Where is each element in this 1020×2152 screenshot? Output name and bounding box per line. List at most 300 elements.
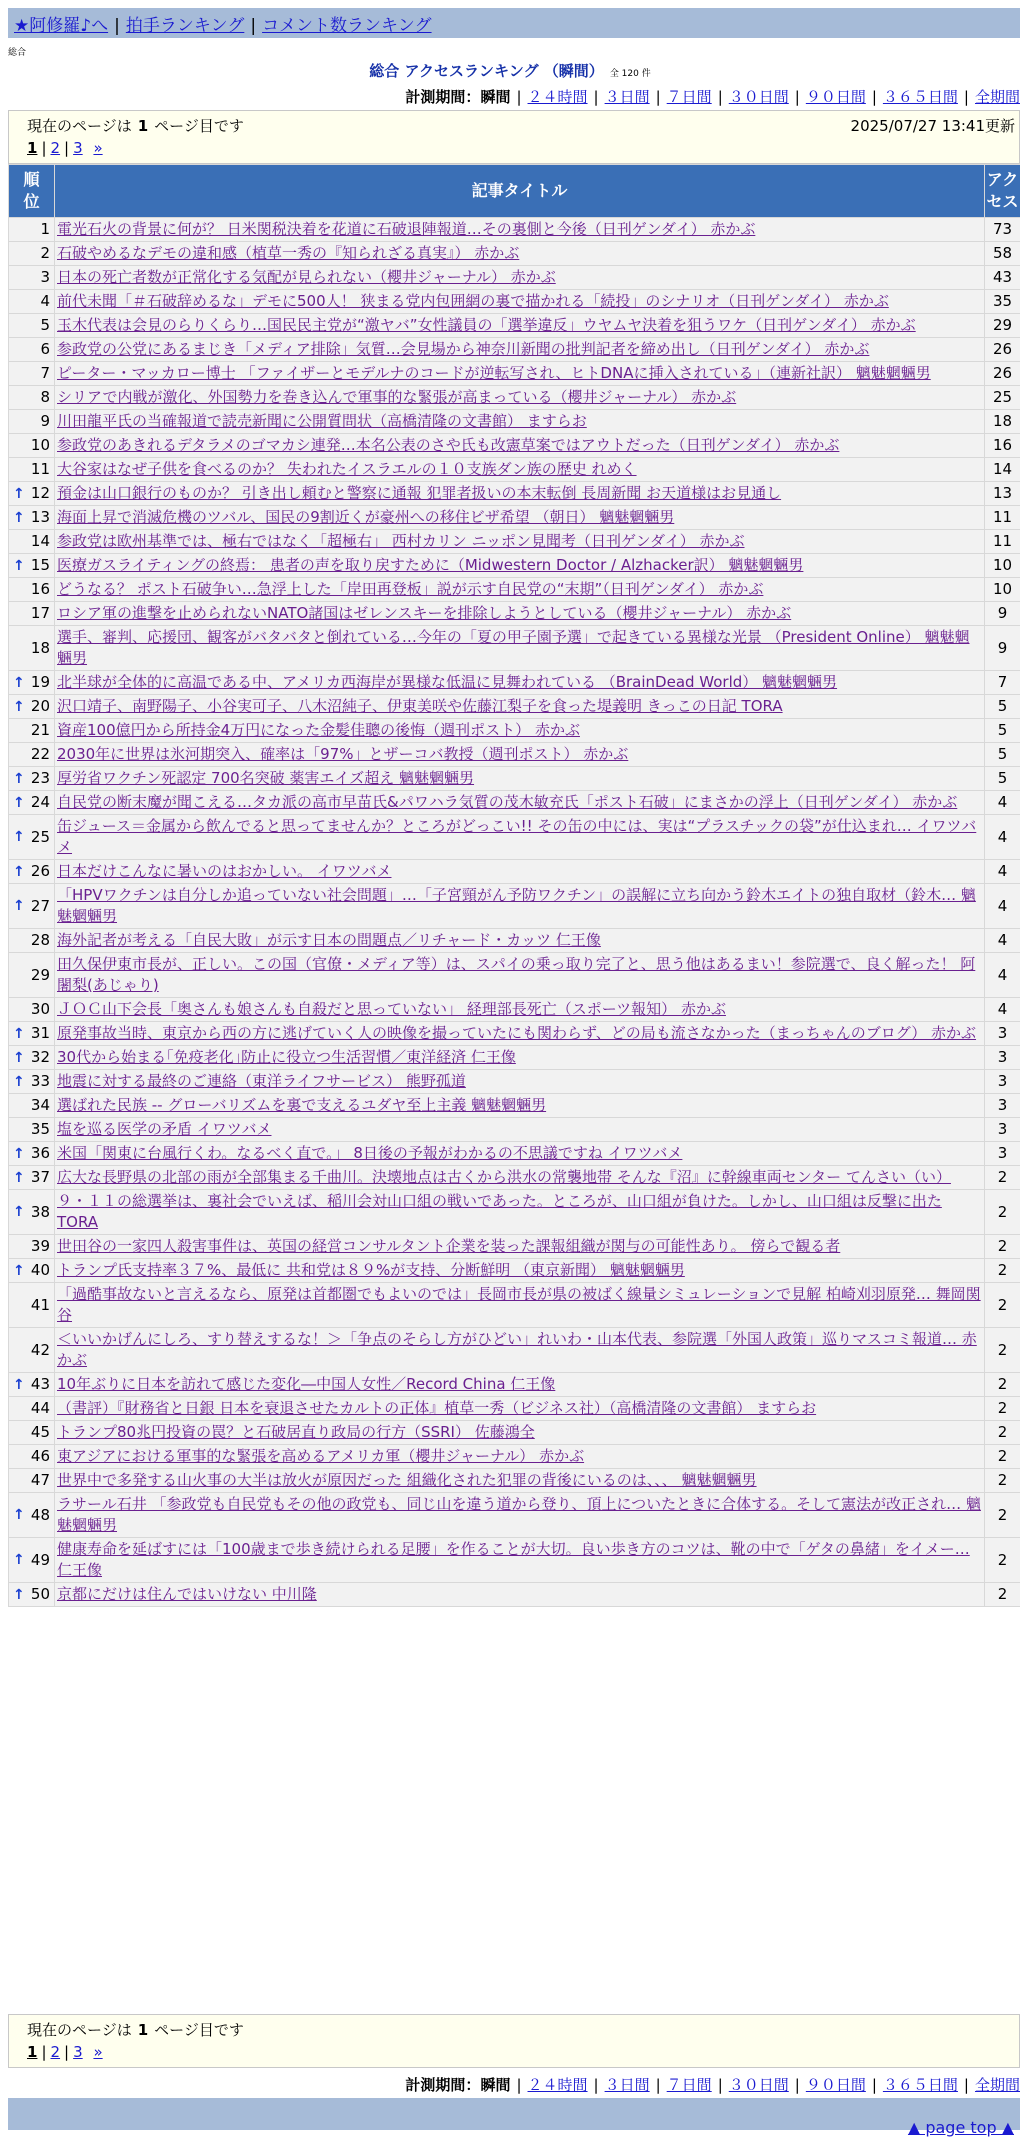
article-link[interactable]: どうなる？ ポスト石破争い…急浮上した「岸田再登板」説が示す自民党の“末期”（日刊ゲンダイ） 赤かぶ — [57, 580, 764, 598]
rank-cell — [9, 1397, 55, 1421]
rank-number: 27 — [30, 896, 50, 915]
table-row — [9, 602, 1020, 626]
article-link[interactable]: 「過酷事故ないと言えるなら、原発は首都圏でもよいのでは」長岡市長が県の被ばく線量シミュレーションで見解 柏崎刈羽原発… 舞岡関谷 — [57, 1285, 981, 1324]
separator: | — [655, 88, 661, 106]
rank-cell — [9, 242, 55, 266]
rank-up-arrow-icon: ↑ — [13, 1376, 25, 1393]
article-link[interactable]: （書評）『財務省と日銀 日本を衰退させたカルトの正体』植草一秀（ビジネス社）（高橋清隆の文書館） ますらお — [57, 1399, 817, 1417]
title-cell — [55, 1166, 985, 1190]
rank-cell — [9, 1328, 55, 1373]
access-count-cell: 2 — [985, 1166, 1020, 1190]
access-count-cell: 2 — [985, 1283, 1020, 1328]
title-cell — [55, 1469, 985, 1493]
article-link[interactable]: 医療ガスライティングの終焉： 患者の声を取り戻すために（Midwestern Doctor / Alzhacker訳） 魑魅魍魎男 — [57, 556, 804, 574]
table-row — [9, 743, 1020, 767]
article-link[interactable]: トランプ氏支持率３７%、最低に 共和党は８９%が支持、分断鮮明 （東京新聞） 魑魅魍魎男 — [57, 1261, 685, 1279]
article-link[interactable]: 2030年に世界は氷河期突入、確率は「97%」とザーコバ教授（週刊ポスト） 赤かぶ — [57, 745, 629, 763]
period-option-link[interactable]: ３６５日間 — [882, 2076, 958, 2094]
access-count-cell: 4 — [985, 815, 1020, 860]
table-row — [9, 1166, 1020, 1190]
rank-cell — [9, 266, 55, 290]
table-row — [9, 860, 1020, 884]
title-cell — [55, 1190, 985, 1235]
article-link[interactable]: 玉木代表は会見のらりくらり…国民民主党が“激ヤバ”女性議員の「選挙違反」ウヤムヤ決着を狙うワケ（日刊ゲンダイ） 赤かぶ — [57, 316, 916, 334]
access-count-cell: 2 — [985, 1328, 1020, 1373]
current-page-number: 1 — [137, 2021, 149, 2039]
rank-number: 29 — [30, 965, 50, 984]
access-count-cell: 29 — [985, 314, 1020, 338]
rank-number: 40 — [30, 1261, 50, 1279]
article-link[interactable]: 参政党のあきれるデタラメのゴマカシ連発…本名公表のさや氏も改憲草案ではアウトだった（日刊ゲンダイ） 赤かぶ — [57, 436, 840, 454]
table-row — [9, 482, 1020, 506]
title-cell — [55, 266, 985, 290]
title-cell — [55, 953, 985, 998]
access-count-cell: 35 — [985, 290, 1020, 314]
article-link[interactable]: 広大な長野県の北部の雨が全部集まる千曲川。決壊地点は古くから洪水の常襲地帯 そんな『沼』に幹線車両センター てんさい（い） — [57, 1168, 951, 1186]
rank-number: 1 — [40, 220, 50, 238]
title-cell — [55, 626, 985, 671]
table-row — [9, 338, 1020, 362]
article-link[interactable]: ロシア軍の進撃を止められないNATO諸国はゼレンスキーを排除しようとしている（櫻井ジャーナル） 赤かぶ — [57, 604, 792, 622]
access-count-cell: 5 — [985, 695, 1020, 719]
period-current: 瞬間 — [480, 88, 511, 106]
article-link[interactable]: 川田龍平氏の当確報道で読売新聞に公開質問状（高橋清隆の文書館） ますらお — [57, 412, 587, 430]
title-cell — [55, 998, 985, 1022]
page-link[interactable]: 3 — [73, 2043, 83, 2061]
access-count-cell: 4 — [985, 998, 1020, 1022]
period-option-link[interactable]: 全期間 — [974, 88, 1020, 106]
table-row — [9, 434, 1020, 458]
rank-up-arrow-icon: ↑ — [13, 485, 25, 502]
access-count-cell: 25 — [985, 386, 1020, 410]
table-row — [9, 1469, 1020, 1493]
separator: | — [593, 88, 599, 106]
separator: | — [794, 88, 800, 106]
rank-cell — [9, 1166, 55, 1190]
article-link[interactable]: 原発事故当時、東京から西の方に逃げていく人の映像を撮っていたにも関わらず、どの局も流さなかった（まっちゃんのブログ） 赤かぶ — [57, 1024, 977, 1042]
article-link[interactable]: 地震に対する最終のご連絡（東洋ライフサービス） 熊野孤道 — [57, 1072, 466, 1090]
article-link[interactable]: 世界中で多発する山火事の大半は放火が原因だった 組織化された犯罪の背後にいるのは、、、 魑魅魍魎男 — [57, 1471, 757, 1489]
period-label: 計測期間： — [405, 88, 481, 106]
article-link[interactable]: 預金は山口銀行のものか？ 引き出し頼むと警察に通報 犯罪者扱いの本末転倒 長周新聞 お天道様はお見通し — [57, 484, 782, 502]
article-link[interactable]: シリアで内戦が激化、外国勢力を巻き込んで軍事的な緊張が高まっている（櫻井ジャーナル） 赤かぶ — [57, 388, 737, 406]
ranking-title: 総合 アクセスランキング （瞬間） — [369, 62, 604, 80]
period-option-link[interactable]: ３日間 — [604, 2076, 650, 2094]
rank-number: 20 — [30, 697, 50, 715]
rank-up-arrow-icon: ↑ — [13, 1262, 25, 1279]
article-link[interactable]: 缶ジュース＝金属から飲んでると思ってませんか？ところがどっこい!! その缶の中には、実は“プラスチックの袋”が仕込まれ… イワツバメ — [57, 817, 977, 856]
title-cell — [55, 1046, 985, 1070]
page-link-current[interactable]: 1 — [27, 139, 38, 157]
rank-cell — [9, 602, 55, 626]
article-link[interactable]: 日本の死亡者数が正常化する気配が見られない（櫻井ジャーナル） 赤かぶ — [57, 268, 556, 286]
rank-cell — [9, 1283, 55, 1328]
rank-cell — [9, 1190, 55, 1235]
separator: | — [114, 16, 120, 36]
title-cell — [55, 860, 985, 884]
rank-number: 10 — [30, 436, 50, 454]
separator: | — [871, 88, 877, 106]
rank-cell — [9, 671, 55, 695]
table-row — [9, 1397, 1020, 1421]
separator: | — [871, 2076, 877, 2094]
access-count-cell: 13 — [985, 482, 1020, 506]
rank-cell — [9, 1094, 55, 1118]
period-option-link[interactable]: ９０日間 — [805, 2076, 866, 2094]
separator: | — [717, 2076, 723, 2094]
rank-cell — [9, 410, 55, 434]
article-link[interactable]: ピーター・マッカロー博士 「ファイザーとモデルナのコードが逆転写され、ヒトDNAに挿入されている」（連新社訳） 魑魅魍魎男 — [57, 364, 931, 382]
rank-number: 37 — [30, 1168, 50, 1186]
rank-up-arrow-icon: ↑ — [13, 898, 25, 914]
access-count-cell: 10 — [985, 554, 1020, 578]
rank-cell — [9, 386, 55, 410]
article-link[interactable]: 「HPVワクチンは自分しか追っていない社会問題」…「子宮頸がん予防ワクチン」の誤解に立ち向かう鈴木エイトの独自取材（鈴木… 魑魅魍魎男 — [57, 886, 976, 925]
title-cell — [55, 1259, 985, 1283]
access-count-cell: 5 — [985, 719, 1020, 743]
access-count-cell: 4 — [985, 791, 1020, 815]
rank-cell — [9, 530, 55, 554]
title-cell — [55, 1118, 985, 1142]
rank-number: 49 — [30, 1550, 50, 1569]
rank-number: 45 — [30, 1423, 50, 1441]
article-link[interactable]: 選ばれた民族 -- グローバリズムを裏で支えるユダヤ至上主義 魑魅魍魎男 — [57, 1096, 547, 1114]
title-cell — [55, 1094, 985, 1118]
rank-cell — [9, 626, 55, 671]
rank-number: 43 — [30, 1375, 50, 1393]
current-page-number: 1 — [137, 117, 149, 135]
article-link[interactable]: 米国「関東に台風行くわ。なるべく直で。」 8日後の予報がわかるの不思議ですね イワツバメ — [57, 1144, 683, 1162]
rank-number: 21 — [30, 721, 50, 739]
rank-number: 13 — [30, 508, 50, 526]
rank-cell — [9, 458, 55, 482]
page-link-current[interactable]: 1 — [27, 2043, 38, 2061]
table-row — [9, 578, 1020, 602]
access-count-cell: 26 — [985, 362, 1020, 386]
table-row — [9, 506, 1020, 530]
table-row — [9, 1046, 1020, 1070]
access-count-cell: 9 — [985, 626, 1020, 671]
top-link-applause-ranking[interactable]: 拍手ランキング — [125, 16, 245, 36]
rank-up-arrow-icon: ↑ — [13, 674, 25, 691]
separator: | — [655, 2076, 661, 2094]
page-link[interactable]: 3 — [73, 139, 83, 157]
rank-number: 46 — [30, 1447, 50, 1465]
article-link[interactable]: 田久保伊東市長が、正しい。この国（官僚・メディア等）は、スパイの乗っ取り完了と、思う他はあるまい！参院選で、良く解った！ 阿闍梨(あじゃり) — [57, 955, 976, 994]
article-link[interactable]: ＪＯＣ山下会長「奥さんも娘さんも自殺だと思っていない」 経理部長死亡（スポーツ報知） 赤かぶ — [57, 1000, 726, 1018]
rank-up-arrow-icon: ↑ — [13, 770, 25, 787]
title-cell — [55, 554, 985, 578]
ranking-title-block — [0, 60, 1020, 81]
title-cell — [55, 338, 985, 362]
rank-number: 31 — [30, 1024, 50, 1042]
rank-cell — [9, 1046, 55, 1070]
period-option-link[interactable]: ９０日間 — [805, 88, 866, 106]
period-option-link[interactable]: ３日間 — [604, 88, 650, 106]
total-count: 全 120 件 — [609, 69, 651, 79]
current-page-text — [27, 2019, 244, 2040]
table-row — [9, 458, 1020, 482]
title-cell — [55, 1070, 985, 1094]
article-link[interactable]: 東アジアにおける軍事的な緊張を高めるアメリカ軍（櫻井ジャーナル） 赤かぶ — [57, 1447, 585, 1465]
header-rank: 順位 — [9, 165, 55, 218]
period-option-link[interactable]: ３０日間 — [728, 88, 789, 106]
updated-timestamp: 2025/07/27 13:41更新 — [850, 117, 1015, 135]
article-link[interactable]: 大谷家はなぜ子供を食べるのか？ 失われたイスラエルの１０支族ダン族の歴史 れめく — [57, 460, 637, 478]
access-count-cell: 16 — [985, 434, 1020, 458]
rank-number: 33 — [30, 1072, 50, 1090]
next-page-link[interactable]: » — [93, 139, 103, 157]
title-cell — [55, 1493, 985, 1538]
article-link[interactable]: 厚労省ワクチン死認定 700名突破 薬害エイズ超え 魑魅魍魎男 — [57, 769, 475, 787]
period-option-link[interactable]: ２４時間 — [527, 2076, 588, 2094]
title-cell — [55, 1538, 985, 1583]
rank-number: 38 — [30, 1202, 50, 1221]
rank-up-arrow-icon: ↑ — [13, 1507, 25, 1523]
rank-up-arrow-icon: ↑ — [13, 1025, 25, 1042]
period-option-link[interactable]: ７日間 — [666, 88, 712, 106]
access-count-cell: 2 — [985, 1445, 1020, 1469]
article-link[interactable]: 塩を巡る医学の矛盾 イワツバメ — [57, 1120, 272, 1138]
article-link[interactable]: ラサール石井 「参政党も自民党もその他の政党も、同じ山を違う道から登り、頂上についたときに合体する。そして憲法が改正され… 魑魅魍魎男 — [57, 1495, 981, 1534]
access-count-cell: 14 — [985, 458, 1020, 482]
rank-up-arrow-icon: ↑ — [13, 698, 25, 715]
rank-cell — [9, 434, 55, 458]
table-row — [9, 1328, 1020, 1373]
article-link[interactable]: 自民党の断末魔が聞こえる…タカ派の高市早苗氏&パワハラ気質の茂木敏充氏「ポスト石破」にまさかの浮上（日刊ゲンダイ） 赤かぶ — [57, 793, 958, 811]
footer-bar — [8, 2098, 1020, 2130]
table-row — [9, 1373, 1020, 1397]
rank-number: 47 — [30, 1471, 50, 1489]
table-row — [9, 626, 1020, 671]
rank-cell — [9, 314, 55, 338]
title-cell — [55, 1373, 985, 1397]
table-row — [9, 1142, 1020, 1166]
period-option-link[interactable]: ２４時間 — [527, 88, 588, 106]
rank-cell — [9, 1493, 55, 1538]
period-selector-bottom — [0, 2074, 1020, 2095]
article-link[interactable]: ９・１１の総選挙は、裏社会でいえば、稲川会対山口組の戦いであった。ところが、山口組が負けた。しかし、山口組は反撃に出た TORA — [57, 1192, 942, 1231]
access-count-cell: 26 — [985, 338, 1020, 362]
access-count-cell: 3 — [985, 1142, 1020, 1166]
rank-number: 35 — [30, 1120, 50, 1138]
title-cell — [55, 1022, 985, 1046]
period-option-link[interactable]: 全期間 — [974, 2076, 1020, 2094]
table-row — [9, 671, 1020, 695]
access-count-cell: 3 — [985, 1094, 1020, 1118]
rank-number: 17 — [30, 604, 50, 622]
table-row — [9, 530, 1020, 554]
title-cell — [55, 578, 985, 602]
table-row — [9, 695, 1020, 719]
rank-up-arrow-icon: ↑ — [13, 1586, 25, 1603]
header-access: アクセス — [985, 165, 1020, 218]
top-link-comment-ranking[interactable]: コメント数ランキング — [262, 16, 432, 36]
category-label: 総合 — [8, 48, 27, 58]
rank-up-arrow-icon: ↑ — [13, 557, 25, 574]
access-count-cell: 9 — [985, 602, 1020, 626]
access-count-cell: 3 — [985, 1070, 1020, 1094]
rank-cell — [9, 1235, 55, 1259]
separator: | — [64, 139, 70, 157]
rank-number: 15 — [30, 556, 50, 574]
access-count-cell: 2 — [985, 1583, 1020, 1607]
table-row — [9, 410, 1020, 434]
article-link[interactable]: 北半球が全体的に高温である中、アメリカ西海岸が異様な低温に見舞われている （BrainDead World） 魑魅魍魎男 — [57, 673, 838, 691]
title-cell — [55, 1397, 985, 1421]
rank-number: 48 — [30, 1505, 50, 1524]
period-option-link[interactable]: ７日間 — [666, 2076, 712, 2094]
table-row — [9, 1493, 1020, 1538]
paging-box-bottom — [8, 2014, 1020, 2068]
title-cell — [55, 743, 985, 767]
article-link[interactable]: 日本だけこんなに暑いのはおかしい。 イワツバメ — [57, 862, 392, 880]
rank-number: 18 — [30, 638, 50, 657]
rank-number: 7 — [40, 364, 50, 382]
title-cell — [55, 362, 985, 386]
rank-number: 34 — [30, 1096, 50, 1114]
access-count-cell: 43 — [985, 266, 1020, 290]
article-link[interactable]: 30代から始まる｢免疫老化｣防止に役立つ生活習慣／東洋経済 仁王像 — [57, 1048, 516, 1066]
separator: | — [64, 2043, 70, 2061]
current-page-text — [27, 115, 244, 136]
next-page-link[interactable]: » — [93, 2043, 103, 2061]
title-cell — [55, 1235, 985, 1259]
table-row — [9, 362, 1020, 386]
rank-cell — [9, 482, 55, 506]
title-cell — [55, 1421, 985, 1445]
rank-number: 23 — [30, 769, 50, 787]
table-row — [9, 884, 1020, 929]
title-cell — [55, 434, 985, 458]
rank-number: 3 — [40, 268, 50, 286]
paging-box-top — [8, 110, 1020, 164]
separator: | — [794, 2076, 800, 2094]
separator: | — [250, 16, 257, 36]
title-cell — [55, 1445, 985, 1469]
rank-cell — [9, 338, 55, 362]
pagination — [27, 139, 103, 157]
period-option-link[interactable]: ３６５日間 — [882, 88, 958, 106]
rank-cell — [9, 998, 55, 1022]
title-cell — [55, 884, 985, 929]
article-link[interactable]: 京都にだけは住んではいけない 中川隆 — [57, 1585, 317, 1603]
rank-number: 39 — [30, 1237, 50, 1255]
rank-number: 11 — [30, 460, 50, 478]
access-count-cell: 7 — [985, 671, 1020, 695]
access-count-cell: 4 — [985, 884, 1020, 929]
table-row — [9, 929, 1020, 953]
article-link[interactable]: 石破やめるなデモの違和感（植草一秀の『知られざる真実』） 赤かぶ — [57, 244, 520, 262]
access-count-cell: 4 — [985, 953, 1020, 998]
access-count-cell: 58 — [985, 242, 1020, 266]
table-row — [9, 386, 1020, 410]
ranking-table — [8, 164, 1020, 1607]
current-page-prefix: 現在のページは — [27, 117, 132, 135]
current-page-suffix: ページ目です — [154, 117, 244, 135]
article-link[interactable]: 前代未聞「＃石破辞めるな」デモに500人！ 狭まる党内包囲網の裏で描かれる「続投」のシナリオ（日刊ゲンダイ） 赤かぶ — [57, 292, 889, 310]
article-link[interactable]: 選手、審判、応援団、観客がバタバタと倒れている…今年の「夏の甲子園予選」で起きている異様な光景 （President Online） 魑魅魍魎男 — [57, 628, 970, 667]
rank-cell — [9, 554, 55, 578]
period-option-link[interactable]: ３０日間 — [728, 2076, 789, 2094]
page-link[interactable]: 2 — [50, 2043, 61, 2061]
article-link[interactable]: 沢口靖子、南野陽子、小谷実可子、八木沼純子、伊東美咲や佐藤江梨子を食った堤義明 きっこの日記 TORA — [57, 697, 783, 715]
page-top-link[interactable]: ▲ page top ▲ — [907, 2118, 1014, 2137]
rank-cell — [9, 218, 55, 242]
rank-number: 32 — [30, 1048, 50, 1066]
article-link[interactable]: 健康寿命を延ばすには「100歳まで歩き続けられる足腰」を作ることが大切。良い歩き方のコツは、靴の中で「ゲタの鼻緒」をイメー… 仁王像 — [57, 1540, 970, 1579]
period-label: 計測期間： — [405, 2076, 481, 2094]
access-count-cell: 4 — [985, 860, 1020, 884]
ranking-table-body — [9, 218, 1020, 1607]
title-cell — [55, 671, 985, 695]
table-row — [9, 815, 1020, 860]
access-count-cell: 3 — [985, 1046, 1020, 1070]
title-cell — [55, 386, 985, 410]
header-title: 記事タイトル — [55, 165, 985, 218]
article-link[interactable]: 10年ぶりに日本を訪れて感じた変化―中国人女性／Record China 仁王像 — [57, 1375, 556, 1393]
rank-number: 5 — [40, 316, 50, 334]
article-link[interactable]: 参政党は欧州基準では、極右ではなく「超極右」 西村カリン ニッポン見聞考（日刊ゲンダイ） 赤かぶ — [57, 532, 745, 550]
table-row — [9, 1583, 1020, 1607]
title-cell — [55, 791, 985, 815]
rank-cell — [9, 1469, 55, 1493]
access-count-cell: 11 — [985, 506, 1020, 530]
article-link[interactable]: 世田谷の一家四人殺害事件は、英国の経営コンサルタント企業を装った課報組織が関与の可能性あり。 傍らで観る者 — [57, 1237, 841, 1255]
article-link[interactable]: ＜いいかげんにしろ、すり替えするな！＞「争点のそらし方がひどい」れいわ・山本代表、参院選「外国人政策」巡りマスコミ報道… 赤かぶ — [57, 1330, 977, 1369]
access-count-cell: 3 — [985, 1118, 1020, 1142]
rank-number: 14 — [30, 532, 50, 550]
title-cell — [55, 695, 985, 719]
article-link[interactable]: 参政党の公党にあるまじき「メディア排除」気質…会見場から神奈川新聞の批判記者を締め出し（日刊ゲンダイ） 赤かぶ — [57, 340, 870, 358]
access-count-cell: 2 — [985, 1190, 1020, 1235]
rank-up-arrow-icon: ↑ — [13, 1169, 25, 1186]
article-link[interactable]: 電光石火の背景に何が？ 日米関税決着を花道に石破退陣報道…その裏側と今後（日刊ゲンダイ） 赤かぶ — [57, 220, 756, 238]
article-link[interactable]: 資産100億円から所持金4万円になった金髪佳聰の後悔（週刊ポスト） 赤かぶ — [57, 721, 580, 739]
top-nav-bar — [8, 8, 1020, 38]
separator: | — [516, 2076, 522, 2094]
period-selector-top — [0, 86, 1020, 107]
title-cell — [55, 314, 985, 338]
rank-number: 25 — [30, 827, 50, 846]
rank-number: 26 — [30, 862, 50, 880]
article-link[interactable]: 海外記者が考える「自民大敗」が示す日本の問題点／リチャード・カッツ 仁王像 — [57, 931, 601, 949]
top-link-asyura[interactable]: ★阿修羅♪へ — [14, 16, 109, 36]
access-count-cell: 2 — [985, 1235, 1020, 1259]
access-count-cell: 4 — [985, 929, 1020, 953]
rank-cell — [9, 743, 55, 767]
title-cell — [55, 410, 985, 434]
table-row — [9, 290, 1020, 314]
rank-number: 6 — [40, 340, 50, 358]
table-row — [9, 242, 1020, 266]
table-row — [9, 953, 1020, 998]
article-link[interactable]: トランプ80兆円投資の罠？と石破居直り政局の行方（SSRI） 佐藤鴻全 — [57, 1423, 535, 1441]
separator: | — [516, 88, 522, 106]
rank-number: 4 — [40, 292, 50, 310]
rank-cell — [9, 1421, 55, 1445]
article-link[interactable]: 海面上昇で消滅危機のツバル、国民の9割近くが豪州への移住ビザ希望 （朝日） 魑魅魍魎男 — [57, 508, 675, 526]
title-cell — [55, 1283, 985, 1328]
rank-number: 24 — [30, 793, 50, 811]
rank-cell — [9, 929, 55, 953]
title-cell — [55, 929, 985, 953]
rank-number: 44 — [30, 1399, 50, 1417]
page-link[interactable]: 2 — [50, 139, 61, 157]
title-cell — [55, 1583, 985, 1607]
rank-cell — [9, 860, 55, 884]
rank-cell — [9, 1373, 55, 1397]
